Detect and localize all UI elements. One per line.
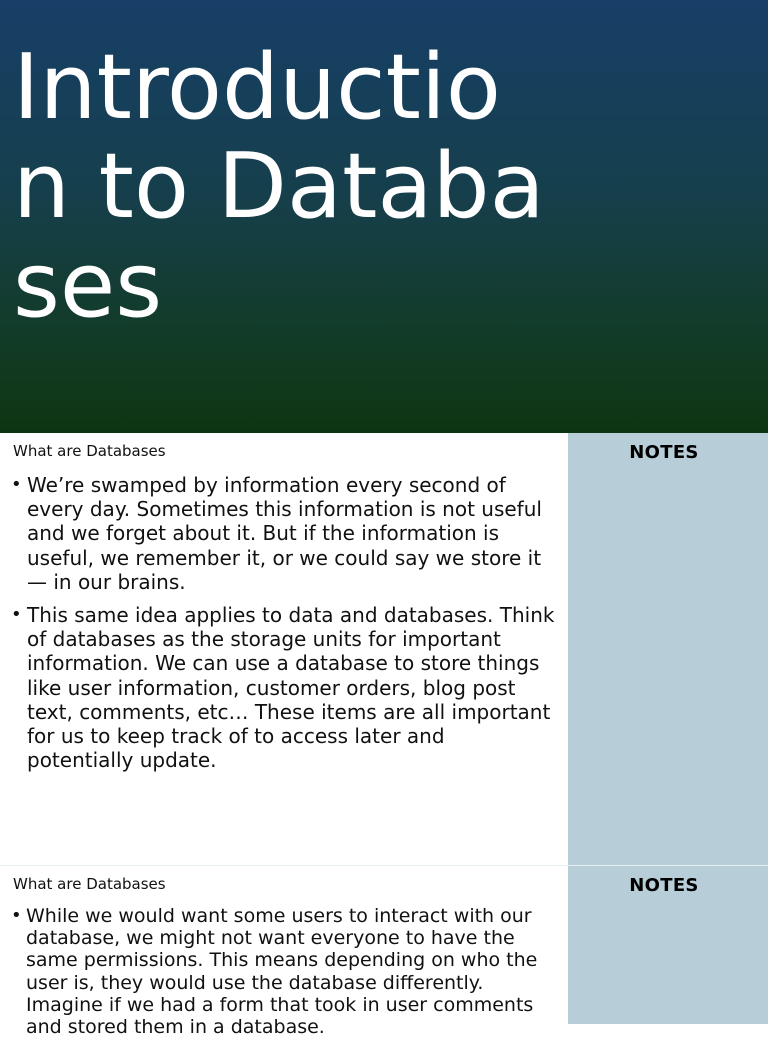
bullet-item bbox=[11, 473, 556, 594]
bullet-item bbox=[11, 905, 556, 1038]
bullet-dot-icon: • bbox=[11, 474, 22, 495]
slide-section-2 bbox=[0, 866, 768, 1039]
bullet-dot-icon: • bbox=[11, 604, 22, 626]
bullet-list bbox=[11, 473, 556, 781]
notes-panel bbox=[568, 866, 768, 1024]
notes-label: NOTES bbox=[629, 442, 699, 463]
slide-section-1 bbox=[0, 433, 768, 865]
bullet-dot-icon: • bbox=[11, 905, 22, 926]
page-title: Introduction to Databases bbox=[13, 35, 545, 338]
section-title: What are Databases bbox=[13, 442, 166, 460]
notes-label: NOTES bbox=[629, 875, 699, 896]
title-banner bbox=[0, 0, 768, 433]
bullet-item bbox=[11, 603, 556, 772]
notes-panel bbox=[568, 433, 768, 865]
section-title: What are Databases bbox=[13, 875, 166, 893]
bullet-list bbox=[11, 905, 556, 1047]
bullet-text: We’re swamped by information every second of every day. Sometimes this information is not useful and we forget about it. But if the information is useful, we remember it, or we could say we store it — in our brains. bbox=[27, 473, 542, 594]
slide-content bbox=[0, 866, 568, 1039]
slide-content bbox=[0, 433, 568, 865]
bullet-text: This same idea applies to data and databases. Think of databases as the storage units for important information. We can use a database to store things like user information, customer orders, blog post text, comments, etc… These items are all important for us to keep track of to access later and potentially update. bbox=[27, 603, 555, 773]
bullet-text: While we would want some users to interact with our database, we might not want everyone to have the same permissions. This means depending on who the user is, they would use the database differently. Imagine if we had a form that took in user comments and stored them in a database. bbox=[26, 905, 538, 1039]
